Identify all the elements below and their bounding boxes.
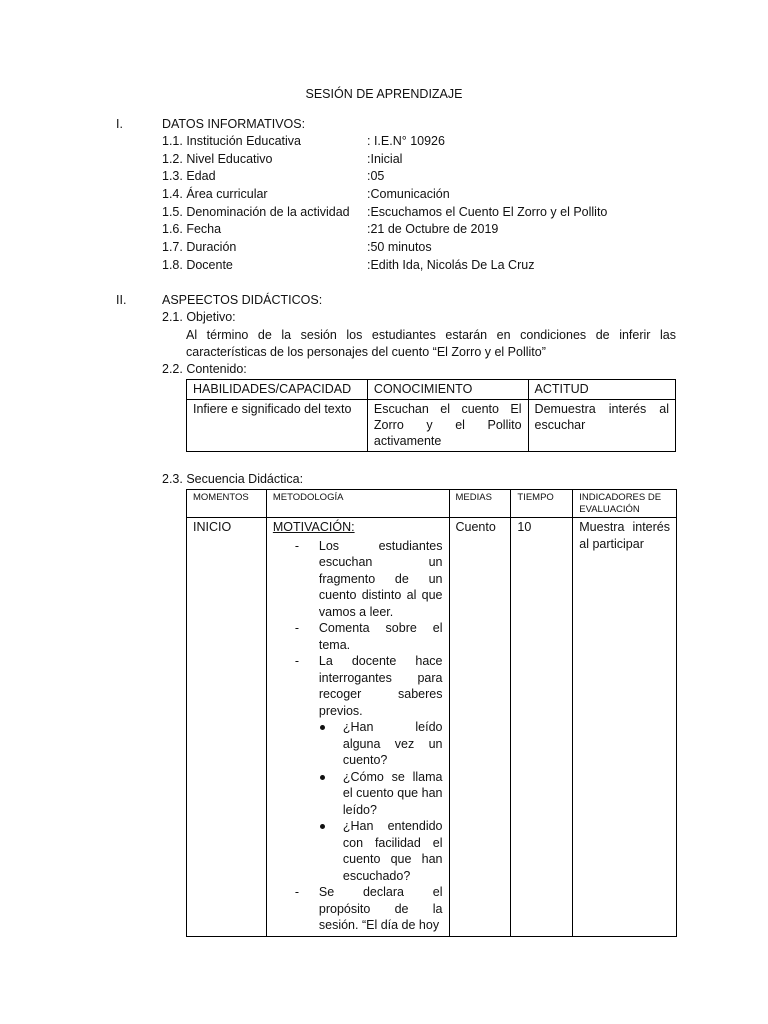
question-item [273, 818, 443, 884]
contenido-label: 2.2. Contenido: [162, 362, 247, 376]
info-value: :05 [367, 169, 385, 183]
metodologia-title: MOTIVACIÓN: [272, 520, 355, 534]
list-item [273, 884, 443, 934]
info-value: :Edith Ida, Nicolás De La Cruz [367, 258, 535, 272]
secuencia-label: 2.3. Secuencia Didáctica: [162, 472, 304, 486]
indicador-cell: Muestra interés al participar [573, 518, 677, 937]
table-row [187, 400, 676, 452]
objetivo-text: Al término de la sesión los estudiantes estarán en condiciones de inferir las características de los personajes del cuento “El Zorro y el Pollito” [186, 328, 676, 359]
info-row [162, 152, 682, 170]
section-2-heading: ASPEECTOS DIDÁCTICOS: [162, 293, 323, 307]
table-header-cell: HABILIDADES/CAPACIDAD [187, 380, 368, 400]
info-label: 1.1. Institución Educativa [162, 134, 301, 148]
info-label: 1.5. Denominación de la actividad [162, 205, 350, 219]
medias-cell: Cuento [449, 518, 511, 937]
info-label: 1.6. Fecha [162, 222, 222, 236]
info-label: 1.3. Edad [162, 169, 216, 183]
list-item [273, 538, 443, 621]
info-value: :Inicial [367, 152, 403, 166]
question-text: ¿Cómo se llama el cuento que han leído? [342, 769, 443, 817]
document-title: SESIÓN DE APRENDIZAJE [305, 87, 463, 101]
question-text: ¿Han entendido con facilidad el cuento que han escuchado? [342, 819, 443, 883]
question-item [273, 719, 443, 769]
table-cell: Escuchan el cuento El Zorro y el Pollito activamente [367, 400, 528, 452]
table-header-cell: INDICADORES DE EVALUACIÓN [573, 490, 677, 518]
dash-marker: - [294, 654, 300, 668]
info-value: : I.E.N° 10926 [367, 134, 445, 148]
list-item-text: Se declara el propósito de la sesión. “El día de hoy [318, 885, 443, 932]
activity-list [273, 538, 443, 934]
info-row [162, 205, 682, 223]
table-header-cell: CONOCIMIENTO [367, 380, 528, 400]
info-value: :21 de Octubre de 2019 [367, 222, 499, 236]
info-value: :50 minutos [367, 240, 432, 254]
dash-marker: - [294, 538, 300, 553]
bullet-icon [320, 775, 325, 780]
dash-marker: - [294, 885, 300, 899]
list-item [273, 620, 443, 653]
momento-cell: INICIO [187, 518, 267, 937]
question-list [273, 719, 443, 884]
question-item [273, 769, 443, 819]
table-header-cell: TIEMPO [511, 490, 573, 518]
table-cell: Demuestra interés al escuchar [528, 400, 675, 452]
bullet-icon [320, 725, 325, 730]
dash-marker: - [294, 621, 300, 635]
list-item-text: La docente hace interrogantes para recoger saberes previos. [318, 654, 443, 718]
info-value: :Escuchamos el Cuento El Zorro y el Pollito [367, 205, 608, 219]
info-label: 1.2. Nivel Educativo [162, 152, 273, 166]
table-header-row [187, 380, 676, 400]
table-header-row [187, 490, 677, 518]
metodologia-cell [266, 518, 449, 937]
secuencia-table [186, 489, 677, 937]
section-1-heading: DATOS INFORMATIVOS: [162, 117, 306, 131]
info-row [162, 169, 682, 187]
info-row [162, 240, 682, 258]
table-row [187, 518, 677, 937]
info-label: 1.4. Área curricular [162, 187, 268, 201]
table-header-cell: ACTITUD [528, 380, 675, 400]
question-text: ¿Han leído alguna vez un cuento? [342, 720, 443, 767]
info-label: 1.7. Duración [162, 240, 237, 254]
tiempo-cell: 10 [511, 518, 573, 937]
contenido-table [186, 379, 676, 452]
bullet-icon [320, 824, 325, 829]
table-header-cell: MEDIAS [449, 490, 511, 518]
table-cell: Infiere e significado del texto [187, 400, 368, 452]
info-row [162, 187, 682, 205]
info-row [162, 258, 682, 276]
list-item-text: Los estudiantes escuchan un fragmento de un cuento distinto al que vamos a leer. [318, 538, 443, 619]
objetivo-label: 2.1. Objetivo: [162, 310, 236, 324]
table-header-cell: METODOLOGÍA [266, 490, 449, 518]
table-header-cell: MOMENTOS [187, 490, 267, 518]
info-row [162, 222, 682, 240]
section-1-number: I. [116, 117, 123, 131]
info-value: :Comunicación [367, 187, 450, 201]
info-row [162, 134, 682, 152]
list-item-text: Comenta sobre el tema. [318, 621, 443, 652]
list-item [273, 653, 443, 884]
info-label: 1.8. Docente [162, 258, 233, 272]
section-2-number: II. [116, 293, 127, 307]
